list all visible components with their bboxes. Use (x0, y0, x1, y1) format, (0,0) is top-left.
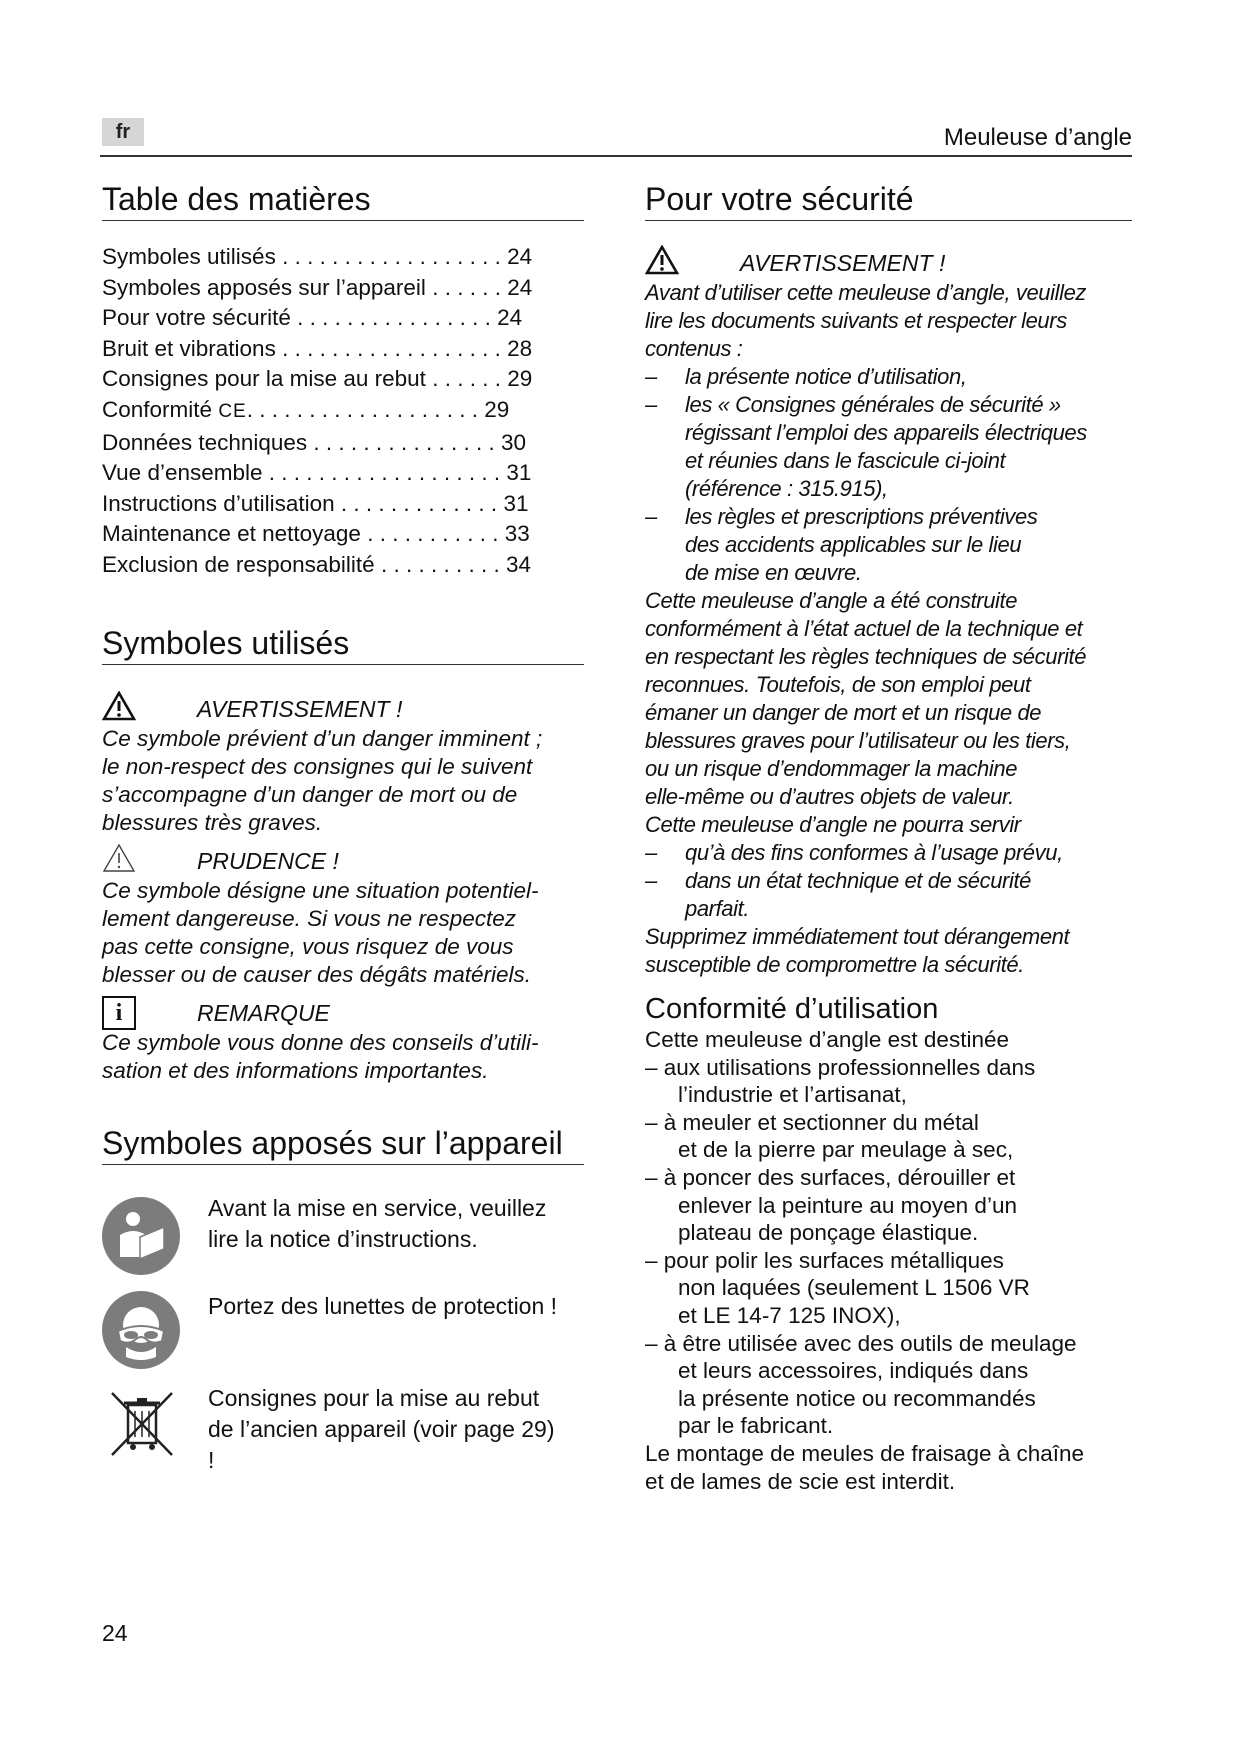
device-symbol-text: lire la notice d’instructions. (208, 1226, 478, 1252)
dash-marker: – (645, 364, 657, 389)
safety-doc-line: des accidents applicables sur le lieu (685, 532, 1022, 557)
caution-text-line: Ce symbole désigne une situation potentiel- (102, 878, 539, 903)
device-symbol-text: Avant la mise en service, veuillez (208, 1195, 547, 1221)
toc-page: 31 (503, 490, 529, 516)
safety-goggles-icon (102, 1291, 184, 1369)
toc-entry-label: Pour votre sécurité (102, 305, 291, 331)
intended-use-item (645, 1247, 1132, 1330)
table-of-contents (102, 180, 584, 581)
caution-triangle-icon (102, 843, 197, 879)
note-heading: REMARQUE (197, 999, 330, 1026)
safety-intro-line: lire les documents suivants et respecter leurs (645, 308, 1067, 333)
safety-para-line: reconnues. Toutefois, de son emploi peut (645, 672, 1031, 697)
toc-entry[interactable] (102, 334, 584, 365)
intended-use-line: et de la pierre par meulage à sec, (678, 1137, 1014, 1163)
toc-entry[interactable] (102, 364, 584, 395)
warning-text-line: s’accompagne d’un danger de mort ou de (102, 782, 518, 807)
caution-text-line: lement dangereuse. Si vous ne respectez (102, 906, 516, 931)
device-symbol-item (102, 1383, 584, 1476)
safety-closing-line: Supprimez immédiatement tout dérangement (645, 924, 1070, 949)
toc-leader: . . . . . . (432, 366, 501, 392)
safety-condition-item (645, 839, 1132, 867)
language-badge: fr (102, 118, 144, 146)
dash-marker: – (645, 504, 657, 529)
toc-entry[interactable] (102, 519, 584, 550)
intended-use-line: – à meuler et sectionner du métal (645, 1109, 979, 1135)
intended-use-line: – à être utilisée avec des outils de meulage (645, 1330, 1077, 1356)
safety-doc-line: de mise en œuvre. (685, 560, 862, 585)
toc-entry-label: Exclusion de responsabilité (102, 551, 375, 577)
toc-leader: . . . . . . . . . . . . . . . . . . . (268, 460, 501, 486)
warning-heading: AVERTISSEMENT ! (197, 695, 403, 722)
safety-para-line: en respectant les règles techniques de sécurité (645, 644, 1087, 669)
safety-para-line: blessures graves pour l’utilisateur ou les tiers, (645, 728, 1071, 753)
intended-use-closing-line: et de lames de scie est interdit. (645, 1468, 956, 1494)
symbols-used-section (102, 624, 584, 1085)
device-symbol-text: Portez des lunettes de protection ! (208, 1293, 558, 1319)
intended-use-line: la présente notice ou recommandés (678, 1385, 1036, 1411)
safety-doc-line: les « Consignes générales de sécurité » (685, 392, 1061, 417)
intended-use-line: – aux utilisations professionnelles dans (645, 1054, 1036, 1080)
toc-entry[interactable] (102, 489, 584, 520)
toc-page: 28 (507, 335, 533, 361)
device-symbol-item (102, 1291, 584, 1369)
toc-entry[interactable] (102, 458, 584, 489)
toc-page: 34 (505, 551, 532, 577)
toc-entry[interactable] (102, 303, 584, 334)
intended-use-line: par le fabricant. (678, 1413, 834, 1439)
intended-use-line: non laquées (seulement L 1506 VR (678, 1275, 1030, 1301)
device-symbol-text: Consignes pour la mise au rebut (208, 1385, 540, 1411)
safety-para-line: émaner un danger de mort et un risque de (645, 700, 1042, 725)
toc-entry-label: Symboles utilisés (102, 244, 276, 269)
safety-condition-line: dans un état technique et de sécurité (685, 868, 1032, 893)
dash-marker: – (645, 868, 657, 893)
safety-doc-item (645, 363, 1132, 391)
safety-doc-item (645, 503, 1132, 587)
warning-text-line: Ce symbole prévient d’un danger imminent ; (102, 726, 543, 751)
toc-leader: . . . . . . . . . . . (367, 521, 499, 547)
toc-leader: . . . . . . . . . . . . . . . . . . . (246, 396, 479, 422)
warning-text-line: blessures très graves. (102, 810, 323, 835)
intended-use-title: Conformité d’utilisation (645, 993, 939, 1025)
toc-leader: . . . . . . . . . . (380, 551, 500, 577)
warning-triangle-icon (102, 691, 197, 727)
toc-page: 29 (484, 396, 510, 422)
toc-entry-label: Conformité (102, 396, 213, 422)
toc-leader: . . . . . . . . . . . . . . . . . . (282, 244, 501, 269)
header-divider (100, 155, 1132, 157)
dash-marker: – (645, 392, 657, 417)
device-symbol-text: ! (208, 1447, 215, 1473)
caution-text-line: pas cette consigne, vous risquez de vous (102, 934, 514, 959)
intended-use-item (645, 1054, 1132, 1109)
safety-para-line: elle-même ou d’autres objets de valeur. (645, 784, 1014, 809)
intended-use-line: l’industrie et l’artisanat, (678, 1082, 907, 1108)
intended-use-line: – à poncer des surfaces, dérouiller et (645, 1164, 1016, 1190)
safety-para-line: conformément à l’état actuel de la technique et (645, 616, 1083, 641)
toc-page: 29 (507, 366, 533, 392)
safety-doc-line: la présente notice d’utilisation, (685, 364, 967, 389)
caution-text-line: blesser ou de causer des dégâts matériels. (102, 962, 531, 987)
toc-entry-label: Symboles apposés sur l’appareil (102, 274, 426, 300)
toc-entry-label: Maintenance et nettoyage (102, 521, 361, 547)
intended-use-item (645, 1330, 1132, 1440)
safety-condition-item (645, 867, 1132, 923)
safety-condition-line: parfait. (685, 896, 750, 921)
toc-leader: . . . . . . . . . . . . . . . (313, 429, 495, 455)
read-manual-icon (102, 1193, 184, 1275)
crossed-bin-icon (102, 1383, 184, 1466)
ce-mark-icon: CE (218, 400, 247, 422)
toc-entry-label: Bruit et vibrations (102, 335, 276, 361)
safety-warning-heading-row (645, 247, 1132, 279)
toc-leader: . . . . . . . . . . . . . . . . (297, 305, 491, 331)
toc-leader: . . . . . . . . . . . . . (340, 490, 498, 516)
toc-page: 30 (500, 429, 527, 455)
intended-use-closing-line: Le montage de meules de fraisage à chaîne (645, 1440, 1085, 1466)
intended-use-line: et leurs accessoires, indiqués dans (678, 1358, 1029, 1384)
toc-entry-label: Instructions d’utilisation (102, 490, 335, 516)
intended-use-line: – pour polir les surfaces métalliques (645, 1247, 1004, 1273)
intended-use-section (645, 992, 1132, 1495)
toc-entry-label: Données techniques (102, 429, 308, 455)
toc-leader: . . . . . . (432, 274, 501, 300)
safety-intro-line: Avant d’utiliser cette meuleuse d’angle, veuillez (645, 280, 1087, 305)
safety-doc-item (645, 391, 1132, 503)
safety-doc-line: régissant l’emploi des appareils électriques (685, 420, 1087, 445)
document-header-title: Meuleuse d’angle (943, 124, 1132, 151)
caution-heading: PRUDENCE ! (197, 847, 339, 874)
safety-para-line: ou un risque d’endommager la machine (645, 756, 1018, 781)
toc-entry[interactable] (102, 242, 584, 273)
toc-page: 33 (504, 521, 530, 547)
toc-list (102, 242, 584, 581)
warning-text-line: le non-respect des consignes qui le suivent (102, 754, 533, 779)
toc-leader: . . . . . . . . . . . . . . . . . . (282, 335, 501, 361)
info-icon: i (102, 996, 197, 1030)
safety-warning-heading: AVERTISSEMENT ! (740, 249, 946, 276)
safety-doc-line: (référence : 315.915), (685, 476, 888, 501)
toc-page: 31 (506, 460, 532, 486)
safety-section (645, 180, 1132, 979)
safety-doc-line: et réunies dans le fascicule ci-joint (685, 448, 1006, 473)
toc-entry[interactable] (102, 273, 584, 304)
toc-title: Table des matières (102, 180, 584, 221)
warning-triangle-icon (645, 245, 740, 281)
toc-page: 24 (507, 244, 533, 269)
toc-entry-label: Consignes pour la mise au rebut (102, 366, 426, 392)
safety-intro-line: contenus : (645, 336, 743, 361)
intended-use-line: plateau de ponçage élastique. (678, 1220, 979, 1246)
safety-para-line: Cette meuleuse d’angle ne pourra servir (645, 812, 1021, 837)
device-symbols-section (102, 1124, 584, 1476)
device-symbols-title: Symboles apposés sur l’appareil (102, 1124, 584, 1165)
intended-use-item (645, 1109, 1132, 1164)
toc-page: 24 (507, 274, 533, 300)
toc-entry[interactable] (102, 395, 584, 428)
toc-page: 24 (497, 305, 523, 331)
device-symbol-text: de l’ancien appareil (voir page 29) (208, 1416, 555, 1442)
safety-closing-line: susceptible de compromettre la sécurité. (645, 952, 1024, 977)
toc-entry[interactable] (102, 428, 584, 459)
intended-use-intro: Cette meuleuse d’angle est destinée (645, 1027, 1009, 1052)
caution-block (102, 845, 584, 989)
warning-block (102, 693, 584, 837)
dash-marker: – (645, 840, 657, 865)
toc-entry[interactable] (102, 550, 584, 581)
symbols-used-title: Symboles utilisés (102, 624, 584, 665)
note-text-line: Ce symbole vous donne des conseils d’utili- (102, 1030, 539, 1055)
safety-para-line: Cette meuleuse d’angle a été construite (645, 588, 1018, 613)
toc-entry-label: Vue d’ensemble (102, 460, 263, 486)
safety-doc-line: les règles et prescriptions préventives (685, 504, 1038, 529)
page-number: 24 (102, 1620, 128, 1646)
intended-use-item (645, 1164, 1132, 1247)
safety-condition-line: qu’à des fins conformes à l’usage prévu, (685, 840, 1063, 865)
intended-use-line: et LE 14-7 125 INOX), (678, 1302, 901, 1328)
device-symbol-item (102, 1193, 584, 1275)
safety-title: Pour votre sécurité (645, 180, 1132, 221)
note-text-line: sation et des informations importantes. (102, 1058, 489, 1083)
intended-use-line: enlever la peinture au moyen d’un (678, 1192, 1017, 1218)
note-block (102, 997, 584, 1085)
